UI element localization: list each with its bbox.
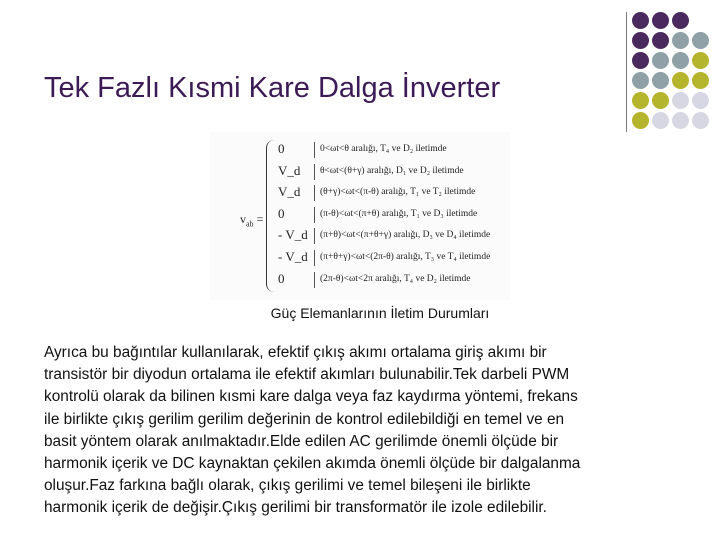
paragraph-line: ile birlikte çıkış gerilim gerilim değerinin de kontrol edilebildiği en temel ve en [44, 410, 565, 428]
decorative-dot [632, 112, 649, 129]
formula-row-condition: (π-θ)<ωt<(π+θ) aralığı, T₁ ve D₃ iletimde [320, 208, 478, 219]
decorative-dot [692, 72, 709, 89]
decorative-dot [692, 112, 709, 129]
formula-row-separator [314, 207, 315, 223]
formula-row-value: V_d [278, 162, 301, 178]
paragraph-line: Ayrıca bu bağıntılar kullanılarak, efektif çıkış akımı ortalama giriş akımı bir [44, 344, 547, 361]
decorative-dot [632, 72, 649, 89]
decorative-dot [652, 32, 669, 49]
decorative-dot [652, 92, 669, 109]
formula-row-condition: (π+θ+γ)<ωt<(2π-θ) aralığı, T₃ ve T₄ iletimde [320, 252, 491, 262]
formula-row [276, 205, 506, 225]
formula-row [276, 226, 506, 246]
figure-caption: Güç Elemanlarının İletim Durumları [270, 305, 490, 321]
formula-row-value: 0 [278, 205, 285, 221]
formula-brace [266, 140, 275, 292]
formula-row [276, 162, 506, 182]
decorative-dot [672, 92, 689, 109]
decorative-dot [672, 52, 689, 69]
formula-row-separator [314, 185, 315, 201]
formula-row-separator [314, 164, 315, 180]
decorative-dot [632, 32, 649, 49]
decorative-dot [652, 72, 669, 89]
formula-row-value: - V_d [278, 227, 308, 243]
formula-row [276, 183, 506, 203]
paragraph-line: transistör bir diyodun ortalama ile efektif akımları bulunabilir.Tek darbeli PWM [44, 366, 570, 384]
decorative-dot [652, 112, 669, 129]
formula-row-value: 0 [278, 270, 285, 286]
formula-row-condition: θ<ωt<(θ+γ) aralığı, D₁ ve D₂ iletimde [320, 165, 464, 176]
formula-row-value: V_d [278, 184, 301, 200]
decorative-dot [652, 52, 669, 69]
decorative-dot [672, 32, 689, 49]
decorative-dot [632, 12, 649, 29]
paragraph-line: basit yöntem olarak anılmaktadır.Elde edilen AC gerilimde önemli ölçüde bir [44, 432, 559, 450]
formula-row-condition: (2π-θ)<ωt<2π aralığı, T₄ ve D₂ iletimde [320, 273, 471, 284]
formula-row-condition: (π+θ)<ωt<(π+θ+γ) aralığı, D₃ ve D₄ iletimde [320, 230, 491, 241]
decorative-dot [672, 12, 689, 29]
paragraph-line: harmonik içerik ve DC kaynaktan çekilen akımda önemli ölçüde bir dalgalanma [44, 455, 581, 473]
formula-row [276, 270, 506, 290]
decorative-dot [692, 52, 709, 69]
formula-row-condition: (θ+γ)<ωt<(π-θ) aralığı, T₁ ve T₂ iletimde [320, 187, 476, 198]
formula-row-separator [314, 142, 315, 158]
paragraph-line: kontrolü olarak da bilinen kısmi kare dalga veya faz kaydırma yöntemi, frekans [44, 388, 578, 406]
title-divider-line [626, 12, 627, 132]
formula-row-value: - V_d [278, 249, 308, 264]
decorative-dot [632, 92, 649, 109]
formula-row [276, 140, 506, 160]
formula-row [276, 248, 506, 268]
slide-title: Tek Fazlı Kısmi Kare Dalga İnverter [44, 72, 501, 104]
formula-row-separator [314, 228, 315, 244]
formula-row-value: 0 [278, 141, 285, 156]
formula-row-condition: 0<ωt<θ aralığı, T₄ ve D₂ iletimde [320, 144, 447, 154]
body-paragraph [44, 342, 684, 520]
formula-lhs: $v_{ab}$ = [240, 212, 264, 229]
conduction-states-formula [210, 132, 510, 300]
decorative-dot [632, 52, 649, 69]
formula-row-separator [314, 272, 315, 288]
decorative-dot [692, 92, 709, 109]
decorative-dot [652, 12, 669, 29]
decorative-dot [672, 72, 689, 89]
decorative-dot [692, 32, 709, 49]
paragraph-line: harmonik içerik de değişir.Çıkış gerilimi bir transformatör ile izole edilebilir. [44, 499, 547, 517]
formula-row-separator [314, 250, 315, 266]
paragraph-line: oluşur.Faz farkına bağlı olarak, çıkış gerilimi ve temel bileşeni ile birlikte [44, 477, 531, 495]
decorative-dot [672, 112, 689, 129]
